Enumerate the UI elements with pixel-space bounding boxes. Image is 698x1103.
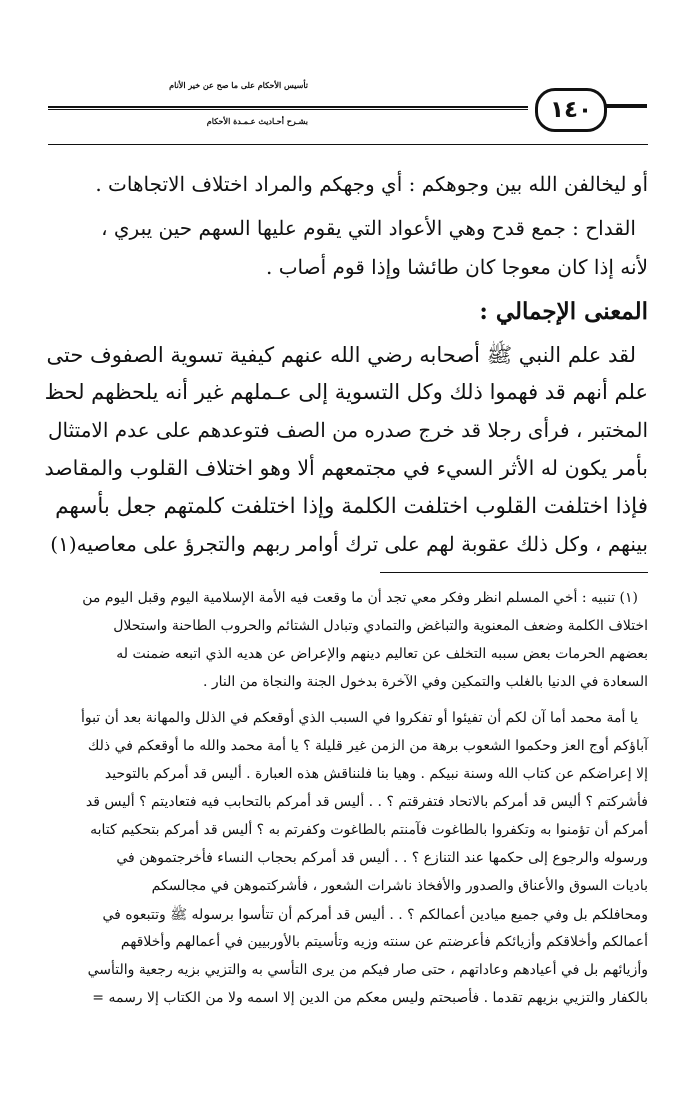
footnote-line: وأزيائهم بل في أعيادهم وعاداتهم ، حتى صار فيكم من يرى التأسي به والتزيي بزيه رجعية والتأسي: [87, 962, 648, 978]
header-rule: [48, 106, 528, 108]
footnote-line: يا أمة محمد أما آن لكم أن تفيئوا أو تفكروا في السبب الذي أوقعكم في الذلل والمهانة بعد أن تبوأ: [80, 710, 638, 726]
paragraph-line: المختبر ، فرأى رجلا قد خرج صدره من الصف فتوعدهم على عدم الامتثال: [48, 418, 648, 442]
intro-line: لأنه إذا كان معوجا كان طائشا وإذا قوم أصاب .: [266, 255, 648, 279]
header-rule-thin: [48, 109, 528, 110]
footnote-line: أعمالكم وأخلاقكم وأزيائكم فأعرضتم عن سنته وزيه وتأسيتم بالأوربيين في أعمالهم وأخلاقهم: [120, 934, 648, 950]
footnote-line: ورسوله والرجوع إلى حكمها عند التنازع ؟ . . أليس قد أمركم بحجاب النساء فأخرجتموهن في: [116, 850, 648, 866]
header-bottom-rule: [48, 144, 648, 145]
page-number: ١٤٠: [535, 88, 607, 132]
footnote-line: اختلاف الكلمة وضعف المعنوية والتباغض والتمادي وتبادل الشتائم والحروب الطاحنة واستحلال: [113, 618, 648, 634]
footnote-line: السعادة في الدنيا بالغلب والتمكين وفي الآخرة بدخول الجنة والنجاة من النار .: [202, 674, 648, 690]
footnote-line: فأشركتم ؟ أليس قد أمركم بالاتحاد فتفرقتم ؟ . . أليس قد أمركم بالتحابب فيه فتعاديتم ؟ أليس قد: [85, 794, 648, 810]
header-rule-right: [601, 104, 647, 108]
footnote-line: بالكفار والتزيي بزيهم تقدما . فأصبحتم وليس معكم من الدين إلا اسمه ولا من الكتاب إلا رسمه =: [92, 990, 648, 1006]
footnote-separator: [380, 572, 648, 573]
paragraph-line: بأمر يكون له الأثر السيء في مجتمعهم ألا وهو اختلاف القلوب والمقاصد: [44, 456, 648, 480]
footnote-line: بعضهم الحرمات بعض سببه التخلف عن تعاليم دينهم والإعراض عن هديه الذي اتبعه ضمنت له: [116, 646, 648, 662]
footnote-line: ومحافلكم بل وفي جميع ميادين أعمالكم ؟ . . أليس قد أمركم أن تتأسوا برسوله ﷺ وتتبعوه في: [102, 907, 648, 923]
footnote-line: باديات السوق والأعناق والصدور والأفخاذ ناشرات الشعور ، فأشركتموهن في مجالسكم: [151, 878, 648, 894]
book-subtitle: بشـرح أحـاديث عـمـدة الأحكام: [206, 116, 308, 126]
footnote-line: آباؤكم أوج العز وحكموا الشعوب برهة من الزمن غير قليلة ؟ يا أمة محمد والله ما أوقعكم في ذلك: [87, 738, 648, 754]
intro-line: القداح : جمع قدح وهي الأعواد التي يقوم عليها السهم حين يبري ،: [101, 216, 636, 240]
section-heading: المعنى الإجمالي :: [479, 298, 648, 325]
intro-line: أو ليخالفن الله بين وجوهكم : أي وجهكم والمراد اختلاف الاتجاهات .: [95, 172, 648, 196]
footnote-line: أمركم أن تؤمنوا به وتكفروا بالطاغوت فآمنتم بالطاغوت وكفرتم به ؟ أليس قد أمركم بتحكيم كتابه: [90, 822, 648, 838]
paragraph-line: فإذا اختلفت القلوب اختلفت الكلمة وإذا اختلفت كلمتهم جعل بأسهم: [55, 494, 648, 519]
paragraph-line: بينهم ، وكل ذلك عقوبة لهم على ترك أوامر ربهم والتجرؤ على معاصيه(١): [50, 532, 648, 556]
book-title: تأسيس الأحكام على ما صح عن خير الأنام: [169, 80, 308, 90]
paragraph-line: علم أنهم قد فهموا ذلك وكل التسوية إلى عـملهم غير أنه يلحظهم لحظ: [44, 380, 648, 404]
footnote-line: (١) تنبيه : أخي المسلم انظر وفكر معي تجد أن ما وقعت فيه الأمة الإسلامية اليوم وقبل اليوم من: [82, 590, 638, 606]
footnote-line: إلا إعراضكم عن كتاب الله وسنة نبيكم . وهيا بنا فلنناقش هذه العبارة . أليس قد أمركم بالتوحيد: [104, 766, 648, 782]
paragraph-line: لقد علم النبي ﷺ أصحابه رضي الله عنهم كيفية تسوية الصفوف حتى: [46, 343, 636, 367]
